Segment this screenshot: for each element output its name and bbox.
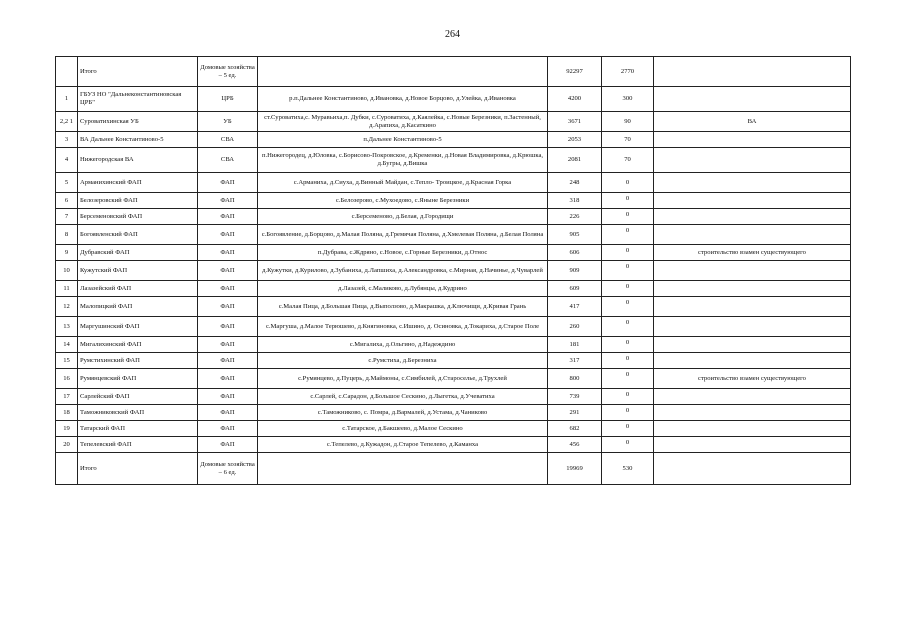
facility-type-cell: ФАП bbox=[198, 369, 258, 389]
facility-name-cell: Малопицкий ФАП bbox=[78, 297, 198, 317]
distance-cell: 0 bbox=[602, 209, 654, 225]
row-number-cell: 4 bbox=[56, 148, 78, 173]
note-cell bbox=[654, 389, 851, 405]
top-total-label: Итого bbox=[78, 57, 198, 87]
facility-type-cell: ФАП bbox=[198, 173, 258, 193]
note-cell: строительство взамен существующего bbox=[654, 245, 851, 261]
note-cell bbox=[654, 317, 851, 337]
distance-cell: 0 bbox=[602, 405, 654, 421]
service-area-cell: с.Арманиха, д.Сиуха, д.Винный Майдан, с.Тепло- Троицкое, д.Красная Горка bbox=[258, 173, 548, 193]
population-cell: 417 bbox=[548, 297, 602, 317]
service-area-cell: с.Малая Пица, д.Большая Пица, д.Выползово, д.Макрашка, д.Ключищи, д.Кривая Грань bbox=[258, 297, 548, 317]
top-total-population: 92297 bbox=[548, 57, 602, 87]
table-row bbox=[56, 112, 851, 132]
top-total-area bbox=[258, 57, 548, 87]
row-number-cell: 5 bbox=[56, 173, 78, 193]
row-number-cell: 16 bbox=[56, 369, 78, 389]
note-cell bbox=[654, 148, 851, 173]
facility-type-cell: ФАП bbox=[198, 353, 258, 369]
facility-name-cell: Румстихинский ФАП bbox=[78, 353, 198, 369]
row-number-cell: 20 bbox=[56, 437, 78, 453]
facility-type-cell: ФАП bbox=[198, 297, 258, 317]
population-cell: 800 bbox=[548, 369, 602, 389]
facility-name-cell: Нижегородская ВА bbox=[78, 148, 198, 173]
table-row bbox=[56, 245, 851, 261]
top-total-households: Домовые хозяйства – 5 ед. bbox=[198, 57, 258, 87]
row-number-cell: 17 bbox=[56, 389, 78, 405]
facility-type-cell: ФАП bbox=[198, 281, 258, 297]
service-area-cell: с.Тепелево, д.Кужадон, д.Старое Тепелево, д.Каманха bbox=[258, 437, 548, 453]
service-area-cell: д.Лазазей, с.Маликово, д.Лубянцы, д.Кудрино bbox=[258, 281, 548, 297]
service-area-cell: ст.Суроватиха,с. Муравьиха,п. Дубки, с.Суроватиха, д.Каялейка, с.Новые Березники, п.Застенный, д.Арапиха, д.Касаткино bbox=[258, 112, 548, 132]
top-total-row bbox=[56, 57, 851, 87]
distance-cell: 0 bbox=[602, 317, 654, 337]
table-row bbox=[56, 193, 851, 209]
note-cell bbox=[654, 405, 851, 421]
facility-name-cell: Маргушинский ФАП bbox=[78, 317, 198, 337]
distance-cell: 300 bbox=[602, 87, 654, 112]
row-number-cell: 3 bbox=[56, 132, 78, 148]
population-cell: 318 bbox=[548, 193, 602, 209]
facility-name-cell: Румянцевский ФАП bbox=[78, 369, 198, 389]
table-row bbox=[56, 421, 851, 437]
distance-cell: 0 bbox=[602, 421, 654, 437]
note-cell bbox=[654, 421, 851, 437]
facility-type-cell: ФАП bbox=[198, 421, 258, 437]
facility-type-cell: ФАП bbox=[198, 437, 258, 453]
note-cell bbox=[654, 225, 851, 245]
row-number-cell: 1 bbox=[56, 87, 78, 112]
row-number-cell: 7 bbox=[56, 209, 78, 225]
row-number-cell: 12 bbox=[56, 297, 78, 317]
facility-name-cell: ГБУЗ НО "Дальнеконстантиновская ЦРБ" bbox=[78, 87, 198, 112]
service-area-cell: с.Богоявление, д.Борцово, д.Малая Поляна, д.Гремячая Поляна, д.Хмелевая Поляна, д.Белая Поляна bbox=[258, 225, 548, 245]
bottom-total-households: Домовые хозяйства – 6 ед. bbox=[198, 453, 258, 485]
bottom-total-num bbox=[56, 453, 78, 485]
bottom-total-area bbox=[258, 453, 548, 485]
service-area-cell: с.Румянцево, д.Пуцерь, д.Маймоны, с.Симбилей, д.Староселье, д.Трухлей bbox=[258, 369, 548, 389]
table-row bbox=[56, 225, 851, 245]
note-cell bbox=[654, 261, 851, 281]
facility-name-cell: Дубравский ФАП bbox=[78, 245, 198, 261]
total-num-cell bbox=[56, 57, 78, 87]
table-row bbox=[56, 148, 851, 173]
facility-type-cell: ФАП bbox=[198, 389, 258, 405]
row-number-cell: 9 bbox=[56, 245, 78, 261]
facility-name-cell: Мигалихинский ФАП bbox=[78, 337, 198, 353]
facility-name-cell: Лазазейский ФАП bbox=[78, 281, 198, 297]
table-row bbox=[56, 353, 851, 369]
population-cell: 909 bbox=[548, 261, 602, 281]
service-area-cell: п.Дубрава, с.Ждряно, с.Новое, с.Горные Березники, д.Относ bbox=[258, 245, 548, 261]
row-number-cell: 19 bbox=[56, 421, 78, 437]
service-area-cell: с.Маргуша, д.Малое Терюшево, д.Княгиновка, с.Ишино, д. Осиновка, д.Токариха, д.Старое Поле bbox=[258, 317, 548, 337]
population-cell: 456 bbox=[548, 437, 602, 453]
population-cell: 291 bbox=[548, 405, 602, 421]
service-area-cell: с.Таможниково, с. Помра, д.Вармалей, д.Устама, д.Чаниково bbox=[258, 405, 548, 421]
table-row bbox=[56, 132, 851, 148]
note-cell: строительство взамен существующего bbox=[654, 369, 851, 389]
facility-type-cell: УБ bbox=[198, 112, 258, 132]
facility-name-cell: Арманихинский ФАП bbox=[78, 173, 198, 193]
population-cell: 682 bbox=[548, 421, 602, 437]
table-row bbox=[56, 261, 851, 281]
facility-type-cell: ФАП bbox=[198, 209, 258, 225]
service-area-cell: с.Мигалиха, д.Ольгино, д.Надеждино bbox=[258, 337, 548, 353]
distance-cell: 70 bbox=[602, 132, 654, 148]
distance-cell: 0 bbox=[602, 437, 654, 453]
service-area-cell: с.Татарское, д.Бакшеево, д.Малое Сескино bbox=[258, 421, 548, 437]
table-row bbox=[56, 437, 851, 453]
table-row bbox=[56, 173, 851, 193]
distance-cell: 0 bbox=[602, 353, 654, 369]
table-row bbox=[56, 209, 851, 225]
population-cell: 317 bbox=[548, 353, 602, 369]
facility-type-cell: ФАП bbox=[198, 317, 258, 337]
distance-cell: 70 bbox=[602, 148, 654, 173]
distance-cell: 0 bbox=[602, 193, 654, 209]
population-cell: 181 bbox=[548, 337, 602, 353]
top-total-note bbox=[654, 57, 851, 87]
table-row bbox=[56, 317, 851, 337]
note-cell: ВА bbox=[654, 112, 851, 132]
population-cell: 2081 bbox=[548, 148, 602, 173]
facility-name-cell: Татарский ФАП bbox=[78, 421, 198, 437]
distance-cell: 0 bbox=[602, 261, 654, 281]
population-cell: 3671 bbox=[548, 112, 602, 132]
population-cell: 739 bbox=[548, 389, 602, 405]
row-number-cell: 6 bbox=[56, 193, 78, 209]
facility-type-cell: ФАП bbox=[198, 193, 258, 209]
population-cell: 226 bbox=[548, 209, 602, 225]
row-number-cell: 13 bbox=[56, 317, 78, 337]
bottom-total-label: Итого bbox=[78, 453, 198, 485]
bottom-total-population: 19969 bbox=[548, 453, 602, 485]
distance-cell: 0 bbox=[602, 245, 654, 261]
table-row bbox=[56, 337, 851, 353]
facility-type-cell: СВА bbox=[198, 148, 258, 173]
population-cell: 905 bbox=[548, 225, 602, 245]
distance-cell: 0 bbox=[602, 337, 654, 353]
row-number-cell: 2,2 1 bbox=[56, 112, 78, 132]
note-cell bbox=[654, 87, 851, 112]
distance-cell: 0 bbox=[602, 389, 654, 405]
population-cell: 2053 bbox=[548, 132, 602, 148]
distance-cell: 0 bbox=[602, 281, 654, 297]
facility-name-cell: Таможниковский ФАП bbox=[78, 405, 198, 421]
population-cell: 260 bbox=[548, 317, 602, 337]
row-number-cell: 11 bbox=[56, 281, 78, 297]
note-cell bbox=[654, 173, 851, 193]
facility-type-cell: ФАП bbox=[198, 261, 258, 281]
row-number-cell: 18 bbox=[56, 405, 78, 421]
facility-name-cell: Тепелевский ФАП bbox=[78, 437, 198, 453]
service-area-cell: р.п.Дальнее Константиново, д.Ивановка, д.Новое Борцово, д.Улейка, д.Ивановка bbox=[258, 87, 548, 112]
population-cell: 248 bbox=[548, 173, 602, 193]
population-cell: 606 bbox=[548, 245, 602, 261]
facility-name-cell: Белозеровский ФАП bbox=[78, 193, 198, 209]
distance-cell: 0 bbox=[602, 173, 654, 193]
table-row bbox=[56, 369, 851, 389]
service-area-cell: п.Нижегородец, д.Юловка, с.Борисово-Покровское, д.Кременки, д.Новая Владимировка, д.Крюшка, д.Бугры, д.Вишка bbox=[258, 148, 548, 173]
note-cell bbox=[654, 437, 851, 453]
note-cell bbox=[654, 337, 851, 353]
facility-type-cell: ФАП bbox=[198, 337, 258, 353]
bottom-total-row bbox=[56, 453, 851, 485]
table-row bbox=[56, 405, 851, 421]
note-cell bbox=[654, 209, 851, 225]
table-row bbox=[56, 87, 851, 112]
row-number-cell: 15 bbox=[56, 353, 78, 369]
bottom-total-note bbox=[654, 453, 851, 485]
distance-cell: 0 bbox=[602, 225, 654, 245]
bottom-total-distance: 530 bbox=[602, 453, 654, 485]
facility-name-cell: ВА Дальнее Константиново-5 bbox=[78, 132, 198, 148]
note-cell bbox=[654, 297, 851, 317]
distance-cell: 90 bbox=[602, 112, 654, 132]
distance-cell: 0 bbox=[602, 297, 654, 317]
facilities-table bbox=[55, 56, 851, 485]
service-area-cell: с.Белозерово, с.Мухоедово, с.Яныне Березники bbox=[258, 193, 548, 209]
table-row bbox=[56, 281, 851, 297]
note-cell bbox=[654, 353, 851, 369]
service-area-cell: с.Румстиха, д.Березниха bbox=[258, 353, 548, 369]
row-number-cell: 14 bbox=[56, 337, 78, 353]
facility-name-cell: Берсеменовский ФАП bbox=[78, 209, 198, 225]
facility-name-cell: Суроватихинская УБ bbox=[78, 112, 198, 132]
service-area-cell: с.Берсеменово, д.Белая, д.Городищи bbox=[258, 209, 548, 225]
population-cell: 609 bbox=[548, 281, 602, 297]
note-cell bbox=[654, 281, 851, 297]
service-area-cell: п.Дальнее Константиново-5 bbox=[258, 132, 548, 148]
row-number-cell: 8 bbox=[56, 225, 78, 245]
facility-name-cell: Сарлейский ФАП bbox=[78, 389, 198, 405]
facility-name-cell: Богоявленский ФАП bbox=[78, 225, 198, 245]
service-area-cell: д.Кужутки, д.Курилово, д.Зубаниха, д.Лапшиха, д.Александровка, с.Мирная, д.Начинье, д.Чуварлей bbox=[258, 261, 548, 281]
facility-type-cell: ЦРБ bbox=[198, 87, 258, 112]
page-number: 264 bbox=[445, 29, 460, 40]
facility-name-cell: Кужутский ФАП bbox=[78, 261, 198, 281]
table-row bbox=[56, 297, 851, 317]
table-row bbox=[56, 389, 851, 405]
note-cell bbox=[654, 132, 851, 148]
service-area-cell: с.Сарлей, с.Сарадон, д.Большое Сескино, д.Лыгетка, д.Учеватиха bbox=[258, 389, 548, 405]
distance-cell: 0 bbox=[602, 369, 654, 389]
facility-type-cell: ФАП bbox=[198, 225, 258, 245]
note-cell bbox=[654, 193, 851, 209]
facility-type-cell: СВА bbox=[198, 132, 258, 148]
population-cell: 4200 bbox=[548, 87, 602, 112]
facility-type-cell: ФАП bbox=[198, 405, 258, 421]
row-number-cell: 10 bbox=[56, 261, 78, 281]
top-total-distance: 2770 bbox=[602, 57, 654, 87]
facility-type-cell: ФАП bbox=[198, 245, 258, 261]
